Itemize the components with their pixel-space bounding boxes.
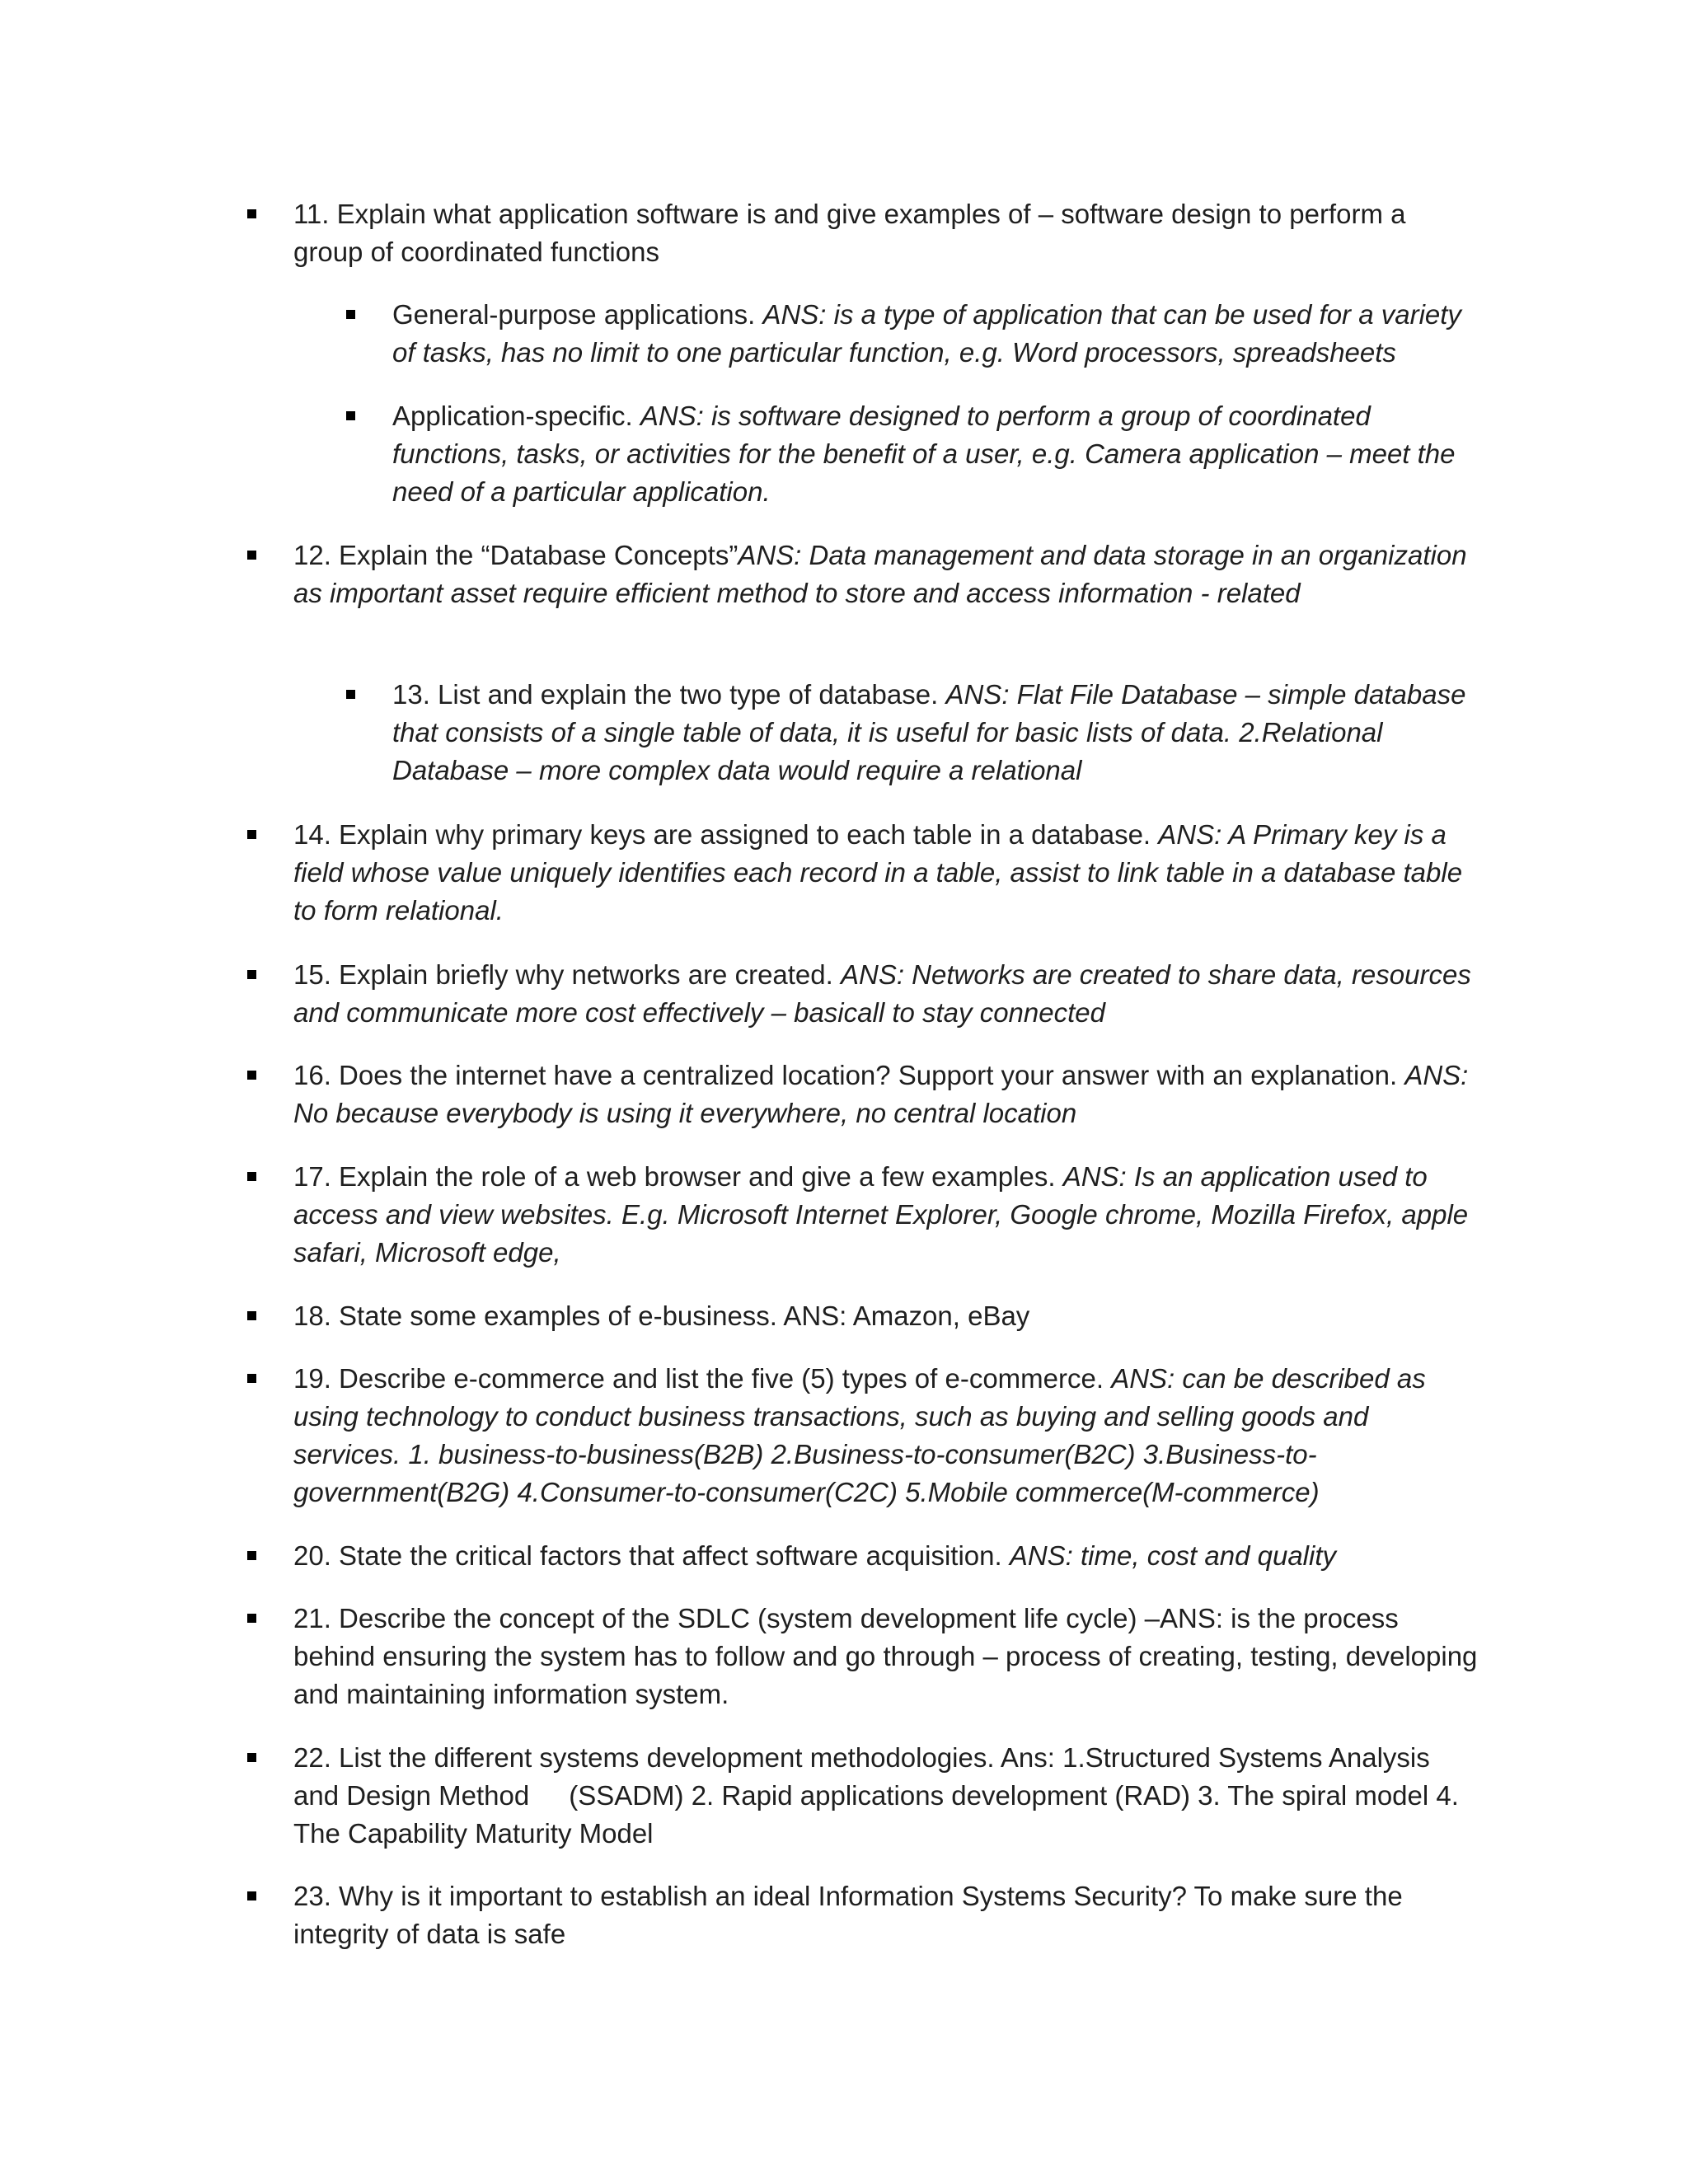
list-item [293, 537, 1480, 612]
answer-text: ANS: time, cost and quality [1009, 1540, 1337, 1571]
question-text: 11. Explain what application software is and give examples of – software design to perform a group of coordinated functions [293, 199, 1406, 267]
list-item [293, 1297, 1480, 1335]
list-item [392, 397, 1480, 511]
question-text: 23. Why is it important to establish an ideal Information Systems Security? To make sure the integrity of data is safe [293, 1881, 1403, 1949]
square-bullet-icon [247, 209, 256, 218]
question-text: 12. Explain the “Database Concepts” [293, 540, 738, 570]
question-text: 22. List the different systems development methodologies. Ans: 1.Structured Systems Analysis and Design Method [293, 1742, 1430, 1811]
question-text: General-purpose applications. [392, 299, 763, 330]
question-text-continued: (SSADM) 2. Rapid applications development (RAD) 3. The spiral model 4. The Capability Maturity Model [293, 1780, 1459, 1849]
list-item [293, 1158, 1480, 1272]
list-item [293, 1600, 1480, 1713]
square-bullet-icon [247, 1753, 256, 1762]
square-bullet-icon [247, 1551, 256, 1560]
list-item [293, 956, 1480, 1032]
square-bullet-icon [346, 310, 355, 319]
list-item [293, 1057, 1480, 1132]
answer-text: ANS: No because everybody is using it everywhere, no central location [293, 1060, 1469, 1128]
square-bullet-icon [247, 830, 256, 839]
question-text: 18. State some examples of e-business. ANS: Amazon, eBay [293, 1301, 1030, 1331]
question-text: Application-specific. [392, 401, 640, 431]
answer-text: ANS: Data management and data storage in an organization as important asset require efficient method to store and access information - related [293, 540, 1467, 608]
square-bullet-icon [247, 1891, 256, 1900]
answer-text: ANS: is software designed to perform a group of coordinated functions, tasks, or activities for the benefit of a user, e.g. Camera application – meet the need of a particular application. [392, 401, 1456, 507]
question-text: 17. Explain the role of a web browser and give a few examples. [293, 1161, 1063, 1192]
question-text: 19. Describe e-commerce and list the five (5) types of e-commerce. [293, 1363, 1112, 1394]
list-item [293, 1537, 1480, 1575]
square-bullet-icon [247, 1172, 256, 1181]
answer-text: ANS: Is an application used to access and view websites. E.g. Microsoft Internet Explorer, Google chrome, Mozilla Firefox, apple safari, Microsoft edge, [293, 1161, 1469, 1268]
question-text: 14. Explain why primary keys are assigned to each table in a database. [293, 819, 1159, 850]
answer-text: ANS: can be described as using technology to conduct business transactions, such as buying and selling goods and services. 1. business-to-business(B2B) 2.Business-to-consumer(B2C) 3.Business-to-government(B2G) 4.Consumer-to-consumer(C2C) 5.Mobile commerce(M-commerce) [293, 1363, 1426, 1507]
answer-text: ANS: is a type of application that can be used for a variety of tasks, has no limit to one particular function, e.g. Word processors, spreadsheets [392, 299, 1461, 368]
square-bullet-icon [247, 1071, 256, 1080]
question-text: 16. Does the internet have a centralized location? Support your answer with an explanation. [293, 1060, 1405, 1090]
square-bullet-icon [346, 411, 355, 420]
list-item [293, 1739, 1480, 1853]
list-item [392, 676, 1480, 790]
list-item [293, 1877, 1480, 1953]
answer-text: ANS: Networks are created to share data, resources and communicate more cost effectively – basicall to stay connected [293, 959, 1471, 1028]
answer-text: ANS: Flat File Database – simple database that consists of a single table of data, it is useful for basic lists of data. 2.Relational Database – more complex data would require a relational [392, 679, 1466, 785]
question-text: 21. Describe the concept of the SDLC (system development life cycle) –ANS: is the process behind ensuring the system has to follow and go through – process of creating, testing, developing and maintaining information system. [293, 1603, 1478, 1709]
question-text: 13. List and explain the two type of database. [392, 679, 946, 710]
square-bullet-icon [346, 690, 355, 699]
square-bullet-icon [247, 1311, 256, 1320]
question-text: 20. State the critical factors that affect software acquisition. [293, 1540, 1010, 1571]
question-text: 15. Explain briefly why networks are created. [293, 959, 841, 990]
answer-text: ANS: A Primary key is a field whose value uniquely identifies each record in a table, assist to link table in a database table to form relational. [293, 819, 1463, 926]
list-item [392, 296, 1480, 372]
list-item [293, 195, 1480, 271]
list-item [293, 816, 1480, 930]
list-item [293, 1360, 1480, 1511]
square-bullet-icon [247, 551, 256, 560]
square-bullet-icon [247, 1374, 256, 1383]
square-bullet-icon [247, 1614, 256, 1623]
square-bullet-icon [247, 970, 256, 979]
